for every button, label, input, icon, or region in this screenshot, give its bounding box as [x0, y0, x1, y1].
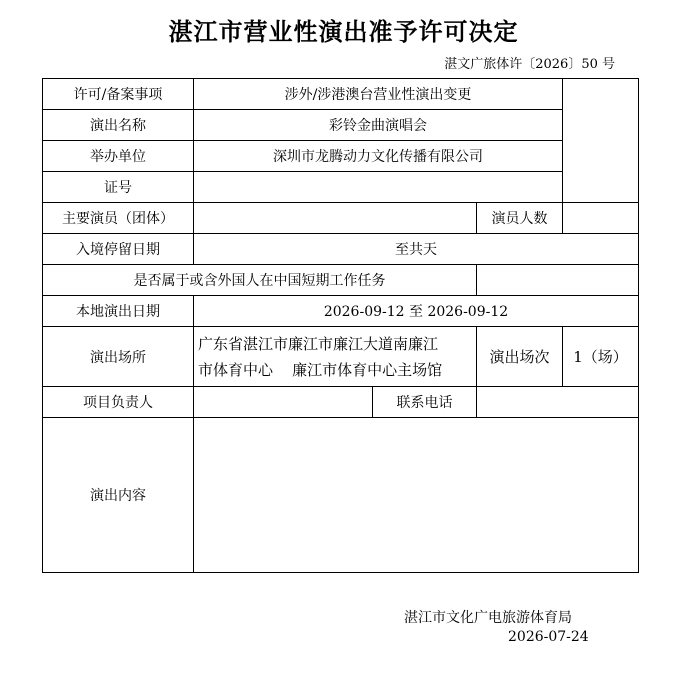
foreign-work-label: 是否属于或含外国人在中国短期工作任务: [43, 265, 477, 296]
venue-value: [194, 327, 477, 387]
issue-date: 2026-07-24: [508, 629, 589, 645]
show-name-value: 彩铃金曲演唱会: [194, 110, 563, 141]
table-row: [43, 203, 639, 234]
foreign-work-value: [477, 265, 639, 296]
table-row: [43, 172, 639, 203]
permit-type-value: 涉外/涉港澳台营业性演出变更: [194, 79, 563, 110]
venue-line-1: 广东省湛江市廉江市廉江大道南廉江: [198, 334, 439, 353]
performer-count-label: 演员人数: [477, 203, 563, 234]
license-value: [194, 172, 563, 203]
sessions-label: 演出场次: [477, 327, 563, 387]
permit-table: [42, 78, 639, 573]
table-row: [43, 141, 639, 172]
permit-type-label: 许可/备案事项: [43, 79, 194, 110]
content-label: 演出内容: [43, 418, 194, 573]
table-row: [43, 296, 639, 327]
content-value: [194, 418, 639, 573]
performer-count-value: [563, 203, 639, 234]
organizer-value: 深圳市龙腾动力文化传播有限公司: [194, 141, 563, 172]
table-row: [43, 234, 639, 265]
table-row: [43, 387, 639, 418]
performers-label: 主要演员（团体）: [43, 203, 194, 234]
organizer-label: 举办单位: [43, 141, 194, 172]
table-row: [43, 265, 639, 296]
show-name-label: 演出名称: [43, 110, 194, 141]
manager-value: [194, 387, 373, 418]
venue-label: 演出场所: [43, 327, 194, 387]
phone-label: 联系电话: [373, 387, 477, 418]
manager-label: 项目负责人: [43, 387, 194, 418]
table-row: [43, 418, 639, 573]
issuing-authority: 湛江市文化广电旅游体育局: [404, 610, 572, 626]
page-title: 湛江市营业性演出准予许可决定: [168, 17, 519, 46]
performers-value: [194, 203, 477, 234]
stay-value: 至共天: [194, 234, 639, 265]
table-row: [43, 327, 639, 387]
blank-cell: [563, 79, 639, 203]
table-row: [43, 79, 639, 110]
document-number: 湛文广旅体许〔2026〕50 号: [444, 57, 615, 72]
local-date-label: 本地演出日期: [43, 296, 194, 327]
local-date-value: 2026-09-12 至 2026-09-12: [194, 296, 639, 327]
table-row: [43, 110, 639, 141]
stay-label: 入境停留日期: [43, 234, 194, 265]
venue-line-2: 市体育中心 廉江市体育中心主场馆: [198, 360, 443, 379]
phone-value: [477, 387, 639, 418]
license-label: 证号: [43, 172, 194, 203]
sessions-value: 1（场）: [563, 327, 639, 387]
